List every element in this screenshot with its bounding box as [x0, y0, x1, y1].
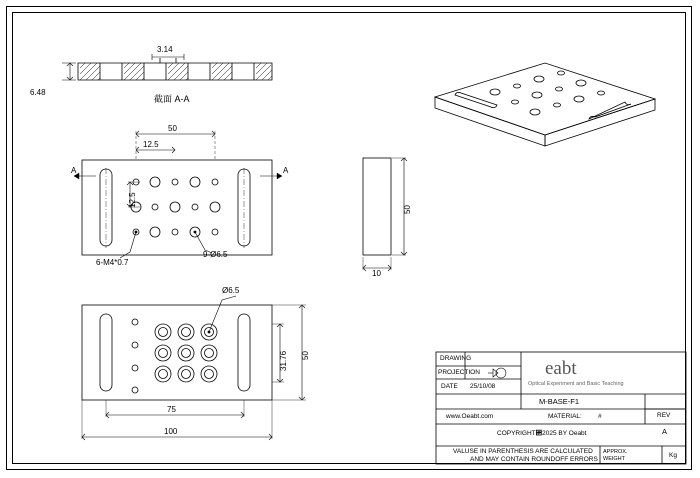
dim-bottom-vert-inner: 31.76 — [279, 350, 288, 371]
section-view — [62, 54, 272, 80]
isometric-view — [435, 63, 655, 146]
section-mark-left: A — [71, 166, 77, 175]
material-value: # — [598, 413, 602, 420]
rev-label: REV — [657, 412, 671, 419]
company-tagline: Optical Experiment and Basic Teaching — [528, 381, 624, 387]
dim-top-small-vert: 12.5 — [128, 192, 137, 208]
dim-top-inner: 12.5 — [143, 140, 159, 149]
section-view-label: 截面 A-A — [154, 94, 190, 104]
approx-weight-label-1: APPROX. — [603, 449, 628, 455]
part-name: M-BASE-F1 — [539, 397, 580, 406]
website: www.Oeabt.com — [446, 413, 494, 420]
dim-bottom-hole: Ø6.5 — [222, 286, 240, 295]
dim-bottom-width-inner: 75 — [167, 405, 176, 414]
dim-side-height: 50 — [403, 205, 412, 214]
note-line-2: AND MAY CONTAIN ROUNDOFF ERRORS — [470, 456, 598, 463]
note-line-1: VALUSE IN PARENTHESIS ARE CALCULATED — [453, 448, 593, 455]
rev-value: A — [662, 427, 668, 436]
approx-weight-label-2: WEIGHT — [603, 456, 625, 462]
drawing-projection-label-2: PROJECTION — [438, 369, 480, 376]
material-label: MATERIAL: — [548, 413, 582, 420]
bottom-view — [82, 296, 306, 440]
dim-section-thickness: 3.14 — [157, 45, 173, 54]
weight-unit: Kg — [669, 452, 677, 459]
date-value: 25/10/08 — [470, 383, 496, 390]
dim-bottom-vert-outer: 50 — [301, 351, 310, 360]
drawing-projection-label-1: DRAWING — [440, 355, 472, 362]
dim-bottom-width-outer: 100 — [164, 427, 178, 436]
note-through-holes: 9-Ø6.5 — [203, 250, 228, 259]
copyright-text: COPYRIGHT␲2025 BY Oeabt — [497, 430, 587, 437]
dim-side-width: 10 — [372, 269, 381, 278]
dim-section-height: 6.48 — [30, 88, 46, 97]
date-label: DATE — [441, 383, 458, 390]
dim-top-width: 50 — [168, 124, 177, 133]
top-view — [74, 131, 282, 258]
company-logo: eabt — [545, 358, 577, 379]
side-view — [363, 158, 407, 271]
note-tapped-holes: 6-M4*0.7 — [96, 258, 129, 267]
section-mark-right: A — [283, 166, 289, 175]
